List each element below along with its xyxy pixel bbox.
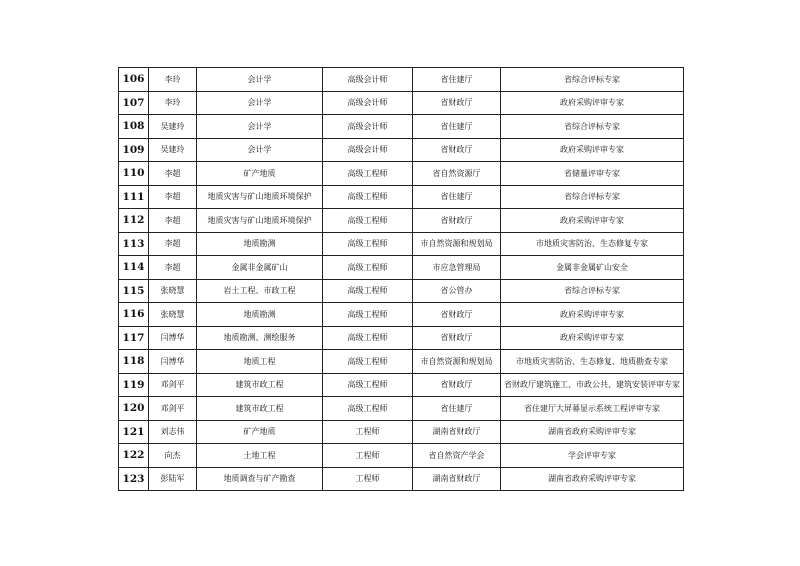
table-row xyxy=(119,373,684,397)
appointing-unit-cell: 省住建厅 xyxy=(413,185,501,209)
professional-title-cell: 高级工程师 xyxy=(323,350,413,374)
table-row xyxy=(119,209,684,233)
professional-title-cell: 高级会计师 xyxy=(323,138,413,162)
professional-title-cell: 高级工程师 xyxy=(323,373,413,397)
row-number-cell: 114 xyxy=(119,256,149,280)
appointing-unit-cell: 省住建厅 xyxy=(413,115,501,139)
row-number-cell: 118 xyxy=(119,350,149,374)
expert-name-cell: 邓剑平 xyxy=(149,397,197,421)
expert-type-cell: 省综合评标专家 xyxy=(501,68,684,92)
professional-title-cell: 高级工程师 xyxy=(323,185,413,209)
expert-type-cell: 省综合评标专家 xyxy=(501,115,684,139)
expert-type-cell: 湖南省政府采购评审专家 xyxy=(501,467,684,491)
professional-title-cell: 高级会计师 xyxy=(323,68,413,92)
specialty-field-cell: 会计学 xyxy=(197,115,323,139)
table-row xyxy=(119,138,684,162)
appointing-unit-cell: 市应急管理局 xyxy=(413,256,501,280)
row-number-cell: 116 xyxy=(119,303,149,327)
appointing-unit-cell: 省自然资产学会 xyxy=(413,444,501,468)
specialty-field-cell: 建筑市政工程 xyxy=(197,397,323,421)
specialty-field-cell: 地质勘测、测绘服务 xyxy=(197,326,323,350)
appointing-unit-cell: 省财政厅 xyxy=(413,209,501,233)
expert-type-cell: 市地质灾害防治、生态修复专家 xyxy=(501,232,684,256)
specialty-field-cell: 地质灾害与矿山地质环境保护 xyxy=(197,185,323,209)
row-number-cell: 110 xyxy=(119,162,149,186)
table-row xyxy=(119,232,684,256)
expert-type-cell: 省综合评标专家 xyxy=(501,279,684,303)
appointing-unit-cell: 市自然资源和规划局 xyxy=(413,350,501,374)
row-number-cell: 119 xyxy=(119,373,149,397)
expert-type-cell: 学会评审专家 xyxy=(501,444,684,468)
expert-name-cell: 李超 xyxy=(149,162,197,186)
expert-type-cell: 省综合评标专家 xyxy=(501,185,684,209)
row-number-cell: 106 xyxy=(119,68,149,92)
table-row xyxy=(119,91,684,115)
expert-type-cell: 省财政厅建筑施工、市政公共、建筑安装评审专家 xyxy=(501,373,684,397)
appointing-unit-cell: 省财政厅 xyxy=(413,91,501,115)
specialty-field-cell: 会计学 xyxy=(197,138,323,162)
row-number-cell: 122 xyxy=(119,444,149,468)
expert-type-cell: 金属非金属矿山安全 xyxy=(501,256,684,280)
appointing-unit-cell: 省财政厅 xyxy=(413,326,501,350)
appointing-unit-cell: 省住建厅 xyxy=(413,397,501,421)
row-number-cell: 115 xyxy=(119,279,149,303)
row-number-cell: 107 xyxy=(119,91,149,115)
row-number-cell: 123 xyxy=(119,467,149,491)
professional-title-cell: 高级工程师 xyxy=(323,326,413,350)
specialty-field-cell: 金属非金属矿山 xyxy=(197,256,323,280)
professional-title-cell: 工程师 xyxy=(323,467,413,491)
expert-name-cell: 彭陆军 xyxy=(149,467,197,491)
expert-name-cell: 李超 xyxy=(149,256,197,280)
professional-title-cell: 高级会计师 xyxy=(323,91,413,115)
row-number-cell: 111 xyxy=(119,185,149,209)
expert-name-cell: 刘志伟 xyxy=(149,420,197,444)
expert-name-cell: 闫博华 xyxy=(149,350,197,374)
row-number-cell: 108 xyxy=(119,115,149,139)
table-row xyxy=(119,326,684,350)
appointing-unit-cell: 省公管办 xyxy=(413,279,501,303)
expert-type-cell: 政府采购评审专家 xyxy=(501,326,684,350)
appointing-unit-cell: 市自然资源和规划局 xyxy=(413,232,501,256)
expert-type-cell: 省储量评审专家 xyxy=(501,162,684,186)
expert-type-cell: 省住建厅大屏幕显示系统工程评审专家 xyxy=(501,397,684,421)
specialty-field-cell: 地质调查与矿产勘查 xyxy=(197,467,323,491)
table-row xyxy=(119,115,684,139)
expert-type-cell: 湖南省政府采购评审专家 xyxy=(501,420,684,444)
table-row xyxy=(119,256,684,280)
specialty-field-cell: 岩土工程、市政工程 xyxy=(197,279,323,303)
specialty-field-cell: 地质勘测 xyxy=(197,303,323,327)
table-row xyxy=(119,420,684,444)
table-row xyxy=(119,444,684,468)
professional-title-cell: 高级工程师 xyxy=(323,279,413,303)
professional-title-cell: 高级会计师 xyxy=(323,115,413,139)
expert-name-cell: 张晓慧 xyxy=(149,279,197,303)
professional-title-cell: 高级工程师 xyxy=(323,232,413,256)
row-number-cell: 113 xyxy=(119,232,149,256)
specialty-field-cell: 会计学 xyxy=(197,68,323,92)
expert-name-cell: 邓剑平 xyxy=(149,373,197,397)
row-number-cell: 121 xyxy=(119,420,149,444)
specialty-field-cell: 建筑市政工程 xyxy=(197,373,323,397)
table-row xyxy=(119,303,684,327)
row-number-cell: 120 xyxy=(119,397,149,421)
specialty-field-cell: 地质灾害与矿山地质环境保护 xyxy=(197,209,323,233)
professional-title-cell: 高级工程师 xyxy=(323,256,413,280)
appointing-unit-cell: 湖南省财政厅 xyxy=(413,467,501,491)
expert-name-cell: 张晓慧 xyxy=(149,303,197,327)
table-row xyxy=(119,350,684,374)
table-row xyxy=(119,279,684,303)
appointing-unit-cell: 省财政厅 xyxy=(413,138,501,162)
table-row xyxy=(119,68,684,92)
expert-type-cell: 政府采购评审专家 xyxy=(501,303,684,327)
specialty-field-cell: 矿产地质 xyxy=(197,420,323,444)
appointing-unit-cell: 省自然资源厅 xyxy=(413,162,501,186)
professional-title-cell: 高级工程师 xyxy=(323,397,413,421)
row-number-cell: 109 xyxy=(119,138,149,162)
professional-title-cell: 工程师 xyxy=(323,444,413,468)
table-row xyxy=(119,162,684,186)
expert-name-cell: 李超 xyxy=(149,232,197,256)
expert-type-cell: 政府采购评审专家 xyxy=(501,91,684,115)
professional-title-cell: 高级工程师 xyxy=(323,162,413,186)
expert-name-cell: 吴建玲 xyxy=(149,115,197,139)
appointing-unit-cell: 省住建厅 xyxy=(413,68,501,92)
table-row xyxy=(119,397,684,421)
table-row xyxy=(119,185,684,209)
table-body xyxy=(119,68,684,491)
specialty-field-cell: 地质工程 xyxy=(197,350,323,374)
expert-type-cell: 政府采购评审专家 xyxy=(501,138,684,162)
specialty-field-cell: 矿产地质 xyxy=(197,162,323,186)
specialty-field-cell: 地质勘测 xyxy=(197,232,323,256)
row-number-cell: 117 xyxy=(119,326,149,350)
professional-title-cell: 工程师 xyxy=(323,420,413,444)
expert-name-cell: 李超 xyxy=(149,185,197,209)
appointing-unit-cell: 省财政厅 xyxy=(413,303,501,327)
expert-table xyxy=(118,67,684,491)
specialty-field-cell: 土地工程 xyxy=(197,444,323,468)
expert-name-cell: 向杰 xyxy=(149,444,197,468)
expert-name-cell: 吴建玲 xyxy=(149,138,197,162)
table-row xyxy=(119,467,684,491)
expert-type-cell: 市地质灾害防治、生态修复、地质勘查专家 xyxy=(501,350,684,374)
professional-title-cell: 高级工程师 xyxy=(323,209,413,233)
expert-name-cell: 李超 xyxy=(149,209,197,233)
row-number-cell: 112 xyxy=(119,209,149,233)
expert-type-cell: 政府采购评审专家 xyxy=(501,209,684,233)
professional-title-cell: 高级工程师 xyxy=(323,303,413,327)
specialty-field-cell: 会计学 xyxy=(197,91,323,115)
appointing-unit-cell: 湖南省财政厅 xyxy=(413,420,501,444)
expert-name-cell: 闫博华 xyxy=(149,326,197,350)
expert-name-cell: 李玲 xyxy=(149,68,197,92)
expert-name-cell: 李玲 xyxy=(149,91,197,115)
appointing-unit-cell: 省财政厅 xyxy=(413,373,501,397)
